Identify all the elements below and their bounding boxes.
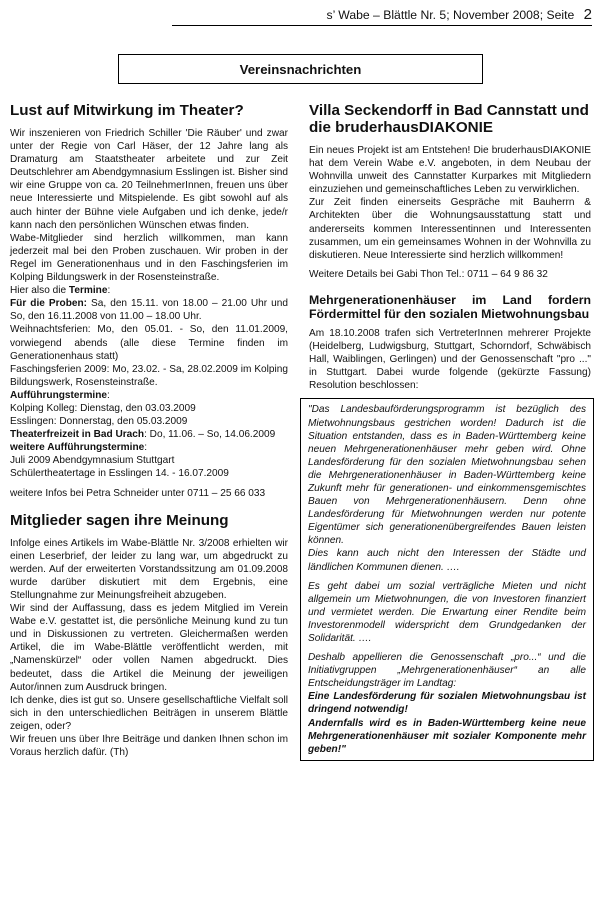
auffuehrung-line xyxy=(10,389,288,402)
schueler-line: Schülertheatertage in Esslingen 14. - 16.07.2009 xyxy=(10,468,229,480)
villa-contact: Weitere Details bei Gabi Thon Tel.: 0711 – 64 9 86 32 xyxy=(309,268,548,280)
resolution-paragraph-3: Es geht dabei um sozial verträgliche Mieten und nicht allgemein um Mietwohnungen, die von Investoren finanziert und vermietet werden. Die Erwartung einer Rendite beim Investorenmodell widerspricht dem Grundgedanken der Solidarität. …. xyxy=(308,580,586,644)
termine-intro: Hier also die xyxy=(10,285,69,297)
article-villa xyxy=(309,102,591,281)
auffuehrung-label: Aufführungstermine xyxy=(10,389,108,401)
fasching-line: Faschingsferien 2009: Mo, 23.02. - Sa, 28.02.2009 im Kolping Bildungswerk, Rosensteinstraße. xyxy=(10,363,288,388)
theater-paragraph-2: Wabe-Mitglieder sind herzlich willkommen, man kann jederzeit mal bei den Proben zuschauen. Wir proben in der Regel im Generationenhaus und in den Faschingsferien im Kolping Bildungswerk in der Rosensteinstraße. xyxy=(10,232,288,284)
villa-paragraph-2: Zur Zeit finden einerseits Gespräche mit Bauherrn & Architekten über die Wohnungsausstattung statt und andererseits kommen Interessentinnen und Interessenten zusammen, um ein gemeinsames Wohnen in der Wohnvilla zu diskutieren. Neue Interessierte sind herzlich willkommen! xyxy=(309,197,591,261)
left-column xyxy=(10,102,288,759)
meinung-title: Mitglieder sagen ihre Meinung xyxy=(10,511,229,529)
termine-label: Termine xyxy=(68,285,108,297)
freizeit-text: : Do, 11.06. – So, 14.06.2009 xyxy=(144,429,276,441)
mehrgen-paragraph-1: Am 18.10.2008 trafen sich VertreterInnen mehrerer Projekte (Heidelberg, Ludwigsburg, Stuttgart, Schorndorf, Schwäbisch Hall, Waiblingen, Gerlingen) und der Genossenschaft "pro ..." in Stuttgart. Dabei wurde folgende (gekürzte Fassung) Resolution beschlossen: xyxy=(309,327,591,392)
resolution-paragraph-4: Deshalb appellieren die Genossenschaft „pro...“ und die Initiativgruppen „Mehrgenerationenhäuser“ an alle Entscheidungsträger im Landtag: xyxy=(308,652,586,690)
proben-line xyxy=(10,297,288,323)
weitere-label: weitere Aufführungstermine xyxy=(10,442,145,454)
section-title: Vereinsnachrichten xyxy=(118,54,483,84)
page-number: 2 xyxy=(583,6,592,23)
villa-paragraph-1: Ein neues Projekt ist am Entstehen! Die bruderhausDIAKONIE hat dem Verein Wabe e.V. angeboten, in dem Neubau der Wohnvilla unweit des Cannstatter Kurparkes mit Mitgliedern einzuziehen und gemeinschaftliches Leben zu verwirklichen. xyxy=(309,145,591,196)
villa-title: Villa Seckendorff in Bad Cannstatt und die bruderhausDIAKONIE xyxy=(309,102,589,136)
meinung-paragraph-3: Ich denke, dies ist gut so. Unsere gesellschaftliche Vielfalt soll sich in den unterschiedlichen Beiträgen in unserem Blättle zeigen, oder? xyxy=(10,694,288,732)
theater-paragraph-1: Wir inszenieren von Friedrich Schiller 'Die Räuber' und zwar unter der Regie von Carl Häser, der 12 Jahre lang als Dramaturg am Staatstheater arbeitete und zur Zeit Deutschlehrer am Abendgymnasium Esslingen ist. Bisher sind wir eine Gruppe von ca. 20 TeilnehmerInnen, freuen uns über neue Interessierte und Mitspielende. Es gibt sowohl auf als auch hinter der Bühne viele Aufgaben und ich denke, jede/r kann nach den persönlichen Wünschen etwas finden. xyxy=(10,128,288,231)
proben-label: Für die Proben: xyxy=(10,298,88,310)
juli-line: Juli 2009 Abendgymnasium Stuttgart xyxy=(10,455,175,467)
meinung-paragraph-4: Wir freuen uns über Ihre Beiträge und danken Ihnen schon im Voraus herzlich dafür. (Th) xyxy=(10,734,288,759)
article-meinung xyxy=(10,512,288,760)
resolution-paragraph-1: "Das Landesbauförderungsprogramm ist bezüglich des Mietwohnungsbaus gestrichen worden! Dadurch ist die Situation entstanden, dass es in Baden-Württemberg keine neuen Mehrgenerationenhäuser mehr geben wird. Ohne Landesförderung für den sozialen Mietwohnungsbau sehen die Mehrgenerationenhäuser in Baden-Württemberg keine Zukunft mehr für generationen- und einkommensgemischtes Bauen von Mehrgenerationenhäusern. Denn ohne Landesförderung für Mietwohnungen werden nur potente Eigentümer sich generationenübergreifendes Bauen leisten können. xyxy=(308,404,586,547)
resolution-demand-1: Eine Landesförderung für sozialen Mietwohnungsbau ist dringend notwendig! xyxy=(308,691,586,716)
termine-colon: : xyxy=(107,285,111,297)
resolution-box xyxy=(300,398,594,760)
mehrgen-title: Mehrgenerationenhäuser im Land fordern Fördermittel für den sozialen Mietwohnungsbau xyxy=(309,292,591,321)
kolping-line: Kolping Kolleg: Dienstag, den 03.03.2009 xyxy=(10,402,196,414)
article-theater xyxy=(10,102,288,500)
theater-contact: weitere Infos bei Petra Schneider unter 0711 – 25 66 033 xyxy=(10,487,266,499)
proben-text: Sa, den 15.11. von 18.00 – 21.00 Uhr und So, den 16.11.2008 von 11.00 – 18.00 Uhr. xyxy=(10,298,288,323)
meinung-paragraph-1: Infolge eines Artikels im Wabe-Blättle Nr. 3/2008 erhielten wir einen Leserbrief, der leider zu lang war, um abgedruckt zu werden. Auf der erweiterten Vorstandssitzung am 01.09.2008 wurde darüber diskutiert mit dem Ergebnis, eine Stellungnahme zur Meinungsfreiheit abzugeben. xyxy=(10,537,288,601)
weitere-colon: : xyxy=(144,442,148,454)
resolution-paragraph-2: Dies kann auch nicht den Interessen der Städte und ländlichen Kommunen dienen. …. xyxy=(308,548,586,573)
page-header xyxy=(172,6,592,26)
freizeit-line xyxy=(10,428,288,441)
freizeit-label: Theaterfreizeit in Bad Urach xyxy=(10,429,145,441)
auffuehrung-colon: : xyxy=(107,389,110,401)
esslingen-line: Esslingen: Donnerstag, den 05.03.2009 xyxy=(10,416,188,428)
right-column xyxy=(309,102,591,761)
resolution-demand-2: Andernfalls wird es in Baden-Württemberg keine neue Mehrgenerationenhäuser mit sozialer Komponente mehr geben!" xyxy=(308,717,586,755)
weihnacht-line: Weihnachtsferien: Mo, den 05.01. - So, den 11.01.2009, vorwiegend abends (alle diese Termine finden im Generationenhaus statt) xyxy=(10,324,288,362)
header-text: s’ Wabe – Blättle Nr. 5; November 2008; Seite xyxy=(326,8,575,22)
weitere-line xyxy=(10,441,288,454)
meinung-paragraph-2: Wir sind der Auffassung, dass es jedem Mitglied im Verein Wabe e.V. gestattet ist, die persönliche Meinung kund zu tun und in Diskussionen zu vertreten. Gleichermaßen werden Artikel, die im Wabe-Blättle veröffentlicht werden, mit „Namenskürzel“ oder vollen Namen abgedruckt. Dies bedeutet, dass die Artikel die Meinung der jeweiligen Autor/innen zum Ausdruck bringen. xyxy=(10,603,288,693)
termine-line xyxy=(10,284,288,297)
theater-title: Lust auf Mitwirkung im Theater? xyxy=(10,102,244,119)
article-mehrgenerationen xyxy=(309,293,591,761)
